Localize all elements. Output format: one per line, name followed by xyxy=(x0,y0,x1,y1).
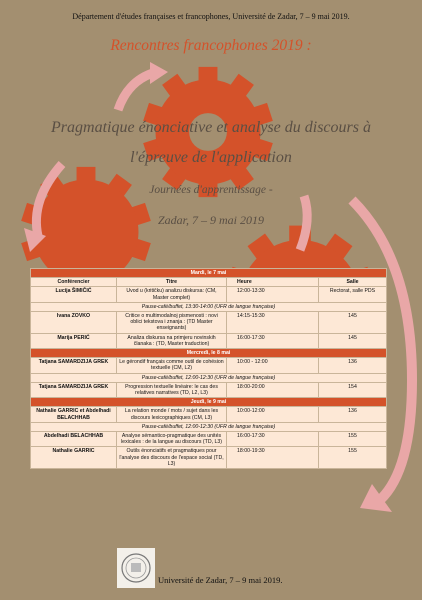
title-cell: Critice o multimodalnoj pismenosti : novi oblici tekstova i znanja : (TD Master enseignants) xyxy=(117,312,227,334)
pause-row xyxy=(31,422,387,431)
title-cell: Analyse sémantico-pragmatique des unités lexicales : de la langue au discours (TD, L3) xyxy=(117,432,227,447)
day-header-row xyxy=(31,269,387,278)
title-cell: Uvod u (kritičku) analizu diskursa: (CM, Master complet) xyxy=(117,287,227,302)
pause-text: Pause-café/buffet, 12:00-12:30 (UFR de langue française) xyxy=(31,422,387,431)
theme-title xyxy=(12,113,410,173)
title-cell: Analiza diskursa na primjeru novinskih članaka : (TD, Master traduction) xyxy=(117,333,227,348)
university-seal xyxy=(117,548,155,588)
event-subtitle: Journées d'apprentissage - xyxy=(149,184,273,196)
time-cell: 10:00 - 12:00 xyxy=(227,358,319,373)
theme-title-line-1: Pragmatique énonciative et analyse du discours à xyxy=(51,119,371,136)
table-row xyxy=(31,287,387,302)
table-row xyxy=(31,382,387,397)
day-label: Mardi, le 7 mai xyxy=(31,269,387,278)
schedule-table xyxy=(30,268,387,469)
title-cell: Le gérondif français comme outil de cohésion textuelle (CM, L2) xyxy=(117,358,227,373)
room-cell: Rectorat, salle PDS xyxy=(319,287,387,302)
speaker-cell: Nathalie GARRIC et Abdelhadi BELACHHAB xyxy=(31,407,117,422)
speaker-cell: Abdelhadi BELACHHAB xyxy=(31,432,117,447)
department-header: Département d'études françaises et francophones, Université de Zadar, 7 – 9 mai 2019. xyxy=(72,12,350,21)
column-header: Conférencier xyxy=(31,278,117,287)
column-header: Salle xyxy=(319,278,387,287)
time-cell: 14:15-15:30 xyxy=(227,312,319,334)
table-row xyxy=(31,447,387,469)
column-header: Titre xyxy=(117,278,227,287)
room-cell: 154 xyxy=(319,382,387,397)
pause-text: Pause-café/buffet, 12:00-12:30 (UFR de langue française) xyxy=(31,373,387,382)
speaker-cell: Tatjana SAMARDZIJA GREK xyxy=(31,382,117,397)
footer-text: Université de Zadar, 7 – 9 mai 2019. xyxy=(158,575,283,585)
table-row xyxy=(31,333,387,348)
speaker-cell: Tatjana SAMARDZIJA GREK xyxy=(31,358,117,373)
column-header: Heure xyxy=(227,278,319,287)
title-cell: Progression textuelle linéaire: le cas des relatives narratives (TD, L2, L3) xyxy=(117,382,227,397)
table-row xyxy=(31,358,387,373)
column-header-row xyxy=(31,278,387,287)
table-row xyxy=(31,432,387,447)
room-cell: 136 xyxy=(319,407,387,422)
day-label: Mercredi, le 8 mai xyxy=(31,349,387,358)
room-cell: 155 xyxy=(319,447,387,469)
table-row xyxy=(31,407,387,422)
pause-text: Pause-café/buffet, 13:30-14:00 (UFR de langue française) xyxy=(31,302,387,311)
arrow-top-head xyxy=(150,62,168,84)
day-header-row xyxy=(31,349,387,358)
speaker-cell: Lucija ŠIMIČIĆ xyxy=(31,287,117,302)
event-place-date: Zadar, 7 – 9 mai 2019 xyxy=(157,213,264,227)
day-header-row xyxy=(31,398,387,407)
time-cell: 16:00-17:30 xyxy=(227,333,319,348)
title-cell: Outils énonciatifs et pragmatiques pour l'analyse des discours de l'espace social (TD, L3) xyxy=(117,447,227,469)
room-cell: 145 xyxy=(319,333,387,348)
room-cell: 145 xyxy=(319,312,387,334)
speaker-cell: Ivana ZOVKO xyxy=(31,312,117,334)
room-cell: 136 xyxy=(319,358,387,373)
seal-icon xyxy=(117,548,155,588)
pause-row xyxy=(31,373,387,382)
time-cell: 18:00-19:30 xyxy=(227,447,319,469)
time-cell: 18:00-20:00 xyxy=(227,382,319,397)
speaker-cell: Marija PERIĆ xyxy=(31,333,117,348)
time-cell: 10:00-12:00 xyxy=(227,407,319,422)
event-title: Rencontres francophones 2019 : xyxy=(110,37,312,54)
day-label: Jeudi, le 9 mai xyxy=(31,398,387,407)
pause-row xyxy=(31,302,387,311)
speaker-cell: Nathalie GARRIC xyxy=(31,447,117,469)
time-cell: 12:00-13:30 xyxy=(227,287,319,302)
title-cell: La relation monde / mots / sujet dans les discours lexicographiques (CM, L3) xyxy=(117,407,227,422)
theme-title-line-2: l'épreuve de l'application xyxy=(130,149,292,166)
room-cell: 155 xyxy=(319,432,387,447)
table-row xyxy=(31,312,387,334)
time-cell: 16:00-17:30 xyxy=(227,432,319,447)
